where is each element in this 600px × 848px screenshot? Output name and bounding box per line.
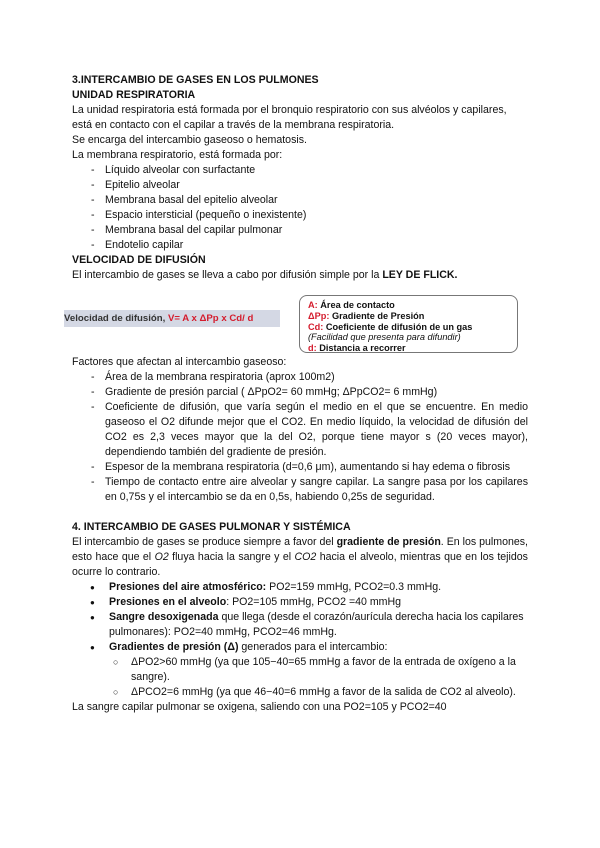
formula-legend: A: Área de contacto ΔPp: Gradiente de Presión Cd: Coeficiente de difusión de un gas (Facilidad que presenta para difundir) d: Distancia a recorrer bbox=[299, 295, 518, 353]
formula-box bbox=[64, 310, 280, 327]
list-item: - Espesor de la membrana respiratoria (d=0,6 μm), aumentando si hay edema o fibrosis bbox=[72, 460, 528, 475]
list-item: ○ ΔPCO2=6 mmHg (ya que 46−40=6 mmHg a favor de la salida de CO2 al alveolo). bbox=[109, 685, 528, 700]
section4-closing: La sangre capilar pulmonar se oxigena, saliendo con una PO2=105 y PCO2=40 bbox=[72, 701, 447, 713]
section3-paragraph-3: La membrana respiratorio, está formada por: bbox=[72, 149, 283, 161]
pressure-list bbox=[72, 580, 528, 700]
formula-label: Velocidad de difusión, bbox=[64, 313, 168, 324]
section3-paragraph-1: La unidad respiratoria está formada por el bronquio respiratorio con sus alvéolos y capilares, está en contacto con el capilar a través de la membrana respiratoria. bbox=[72, 104, 507, 131]
list-item: - Coeficiente de difusión, que varía según el medio en el que se encuentre. En medio gaseoso el O2 difunde mejor que el CO2. En medio líquido, la velocidad de difusión del CO2 es 2,3 veces mayor que la del O2, porque tiene mayor s (20 veces mayor), dependiendo también del gradiente de presión. bbox=[72, 400, 528, 460]
factors-list bbox=[72, 370, 528, 505]
list-item: - Gradiente de presión parcial ( ΔPpO2= 60 mmHg; ΔPpCO2= 6 mmHg) bbox=[72, 385, 528, 400]
list-item: - Membrana basal del capilar pulmonar bbox=[72, 223, 528, 238]
list-item: - Área de la membrana respiratoria (aprox 100m2) bbox=[72, 370, 528, 385]
list-item: - Líquido alveolar con surfactante bbox=[72, 163, 528, 178]
section3-subtitle: UNIDAD RESPIRATORIA bbox=[72, 89, 196, 101]
section3-title: 3.INTERCAMBIO DE GASES EN LOS PULMONES bbox=[72, 74, 319, 86]
list-item: - Membrana basal del epitelio alveolar bbox=[72, 193, 528, 208]
list-item: - Tiempo de contacto entre aire alveolar y sangre capilar. La sangre pasa por los capilares en 0,75s y el intercambio se da en 0,5s, habiendo 0,25s de seguridad. bbox=[72, 475, 528, 505]
fick-law: LEY DE FLICK. bbox=[382, 269, 458, 281]
formula-equation: V= A x ΔPp x Cd/ d bbox=[167, 313, 254, 324]
formula-area bbox=[64, 283, 528, 354]
velocity-text: El intercambio de gases se lleva a cabo por difusión simple por la LEY DE FLICK. bbox=[72, 269, 458, 281]
document-page bbox=[64, 73, 528, 715]
list-item: ● Presiones del aire atmosférico: PO2=159 mmHg, PCO2=0.3 mmHg. bbox=[72, 580, 528, 595]
factors-intro: Factores que afectan al intercambio gaseoso: bbox=[72, 356, 287, 368]
membrane-list bbox=[72, 163, 528, 253]
section4-title: 4. INTERCAMBIO DE GASES PULMONAR Y SISTÉMICA bbox=[72, 521, 351, 533]
list-item: - Endotelio capilar bbox=[72, 238, 528, 253]
section4-intro: El intercambio de gases se produce siempre a favor del gradiente de presión. En los pulmones, esto hace que el O2 fluya hacia la sangre y el CO2 hacia el alveolo, mientras que en los tejidos ocurre lo contrario. bbox=[72, 536, 528, 578]
section3-paragraph-2: Se encarga del intercambio gaseoso o hematosis. bbox=[72, 134, 307, 146]
list-item: ● Presiones en el alveolo: PO2=105 mmHg, PCO2 =40 mmHg bbox=[72, 595, 528, 610]
list-item: - Epitelio alveolar bbox=[72, 178, 528, 193]
list-item: ● Sangre desoxigenada que llega (desde el corazón/aurícula derecha hacia los capilares pulmonares): PO2=40 mmHg, PCO2=46 mmHg. bbox=[72, 610, 528, 640]
list-item: ● Gradientes de presión (Δ) generados para el intercambio: ○ ΔPO2>60 mmHg (ya que 105−40=65 mmHg a favor de la entrada de oxígeno a la sangre). ○ ΔPCO2=6 mmHg (ya que 46−40=6 mmHg a favor de la salida de CO2 al alveolo). bbox=[72, 640, 528, 700]
velocity-title: VELOCIDAD DE DIFUSIÓN bbox=[72, 254, 206, 266]
list-item: ○ ΔPO2>60 mmHg (ya que 105−40=65 mmHg a favor de la entrada de oxígeno a la sangre). bbox=[109, 655, 528, 685]
gradient-sublist bbox=[109, 655, 528, 700]
list-item: - Espacio intersticial (pequeño o inexistente) bbox=[72, 208, 528, 223]
